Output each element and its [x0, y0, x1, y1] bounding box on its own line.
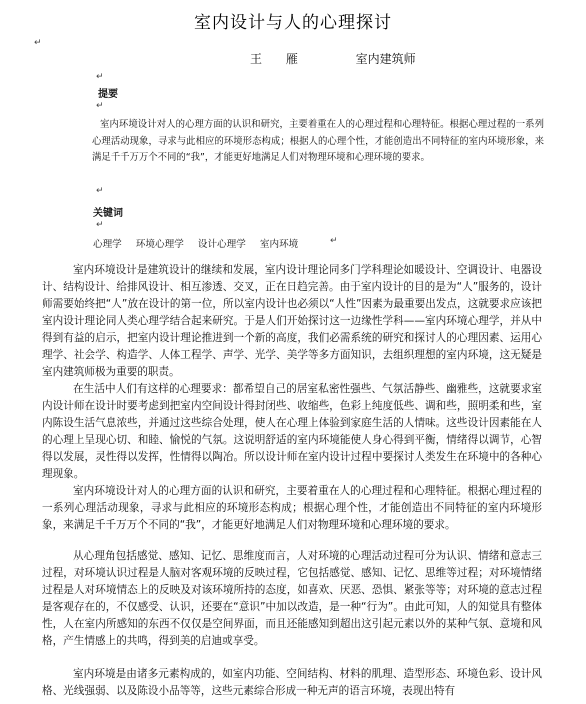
keywords-label: 关键词: [93, 208, 123, 219]
author-role: 室内建筑师: [355, 52, 416, 66]
body-paragraph: 从心理角包括感觉、感知、记忆、思维度而言，人对环境的心理活动过程可分为认识、情绪和意志三过程，对环境认识过程是人脑对客观环境的反映过程，它包括感觉、感知、记忆、思维等过程；对环境情绪过程是人对环境情态上的反映及对该环境所持的态度，如喜欢、厌恶、恐惧、紧张等等；对环境的意志过程是客观存在的，不仅感受、认识，还要在“意识”中加以改造，是一种“行为”。由此可知，人的知觉具有整体性，人在室内所感知的东西不仅仅是空间界面，而且还能感知到超出这引起元素以外的某种气氛、意境和风格，产生情感上的共鸣，得到美的启迪或享受。: [42, 550, 542, 647]
paragraph-mark-icon: ↵: [96, 220, 104, 230]
body-paragraph: 室内环境是由诸多元素构成的，如室内功能、空间结构、材料的肌理、造型形态、环境色彩、设计风格、光线强弱、以及陈设小品等等，这些元素综合形成一种无声的语言环境，表现出特有: [42, 668, 542, 697]
paragraph-mark-icon: ↵: [34, 38, 42, 48]
keyword-item: 心理学: [93, 239, 122, 250]
paragraph-mark-icon: ↵: [96, 101, 104, 111]
author-line: [250, 50, 416, 67]
document-title: 室内设计与人的心理探讨: [194, 13, 392, 33]
keyword-item: 室内环境: [259, 239, 299, 250]
keyword-item: 设计心理学: [197, 239, 246, 250]
paragraph-mark-icon: ↵: [330, 236, 338, 246]
body-paragraph: 在生活中人们有这样的心理要求：都希望自己的居室私密性强些、气氛活静些、幽雅些，这就要求室内设计师在设计时要考虑到把室内空间设计得封闭些、收缩些，色彩上纯度低些、调和些，照明柔和些，室内陈设生活气息浓些，并通过这些综合处理，使人在心理上体验到家庭生活的人情味。这些设计因素能在人的心理上呈现心切、和睦、愉悦的气氛。这说明舒适的室内环境能使人身心得到平衡，情绪得以调节，心智得以发展，灵性得以发挥，性情得以陶冶。所以设计师在室内设计过程中要探讨人类发生在环境中的各种心理现象。: [42, 383, 542, 480]
abstract-label: 提要: [98, 89, 118, 100]
body-paragraph: 室内环境设计是建筑设计的继续和发展，室内设计理论同多门学科理论如暖设计、空调设计、电器设计、结构设计、给排风设计、相互渗透、交叉，正在日趋完善。由于室内设计的目的是为“人”服务的，设计师需要始终把“人”放在设计的第一位，所以室内设计也必须以“人性”因素为最重要出发点，这就要求应该把室内设计理论同人类心理学结合起来研究。于是人们开始探讨这一边缘性学科——室内环境心理学，并从中得到有益的启示，把室内设计理论推进到一个新的高度，我们必需系统的研究和探讨人的心理因素、运用心理学、社会学、构造学、人体工程学、声学、光学、美学等多方面知识，去组织理想的室内环境，这无疑是室内建筑师极为重要的职责。: [42, 264, 542, 378]
author-name: 王 雁: [250, 52, 308, 66]
abstract-text: 室内环境设计对人的心理方面的认识和研究，主要着重在人的心理过程和心理特征。根据心理过程的一系列心理活动现象，寻求与此相应的环境形态构成；根据人的心理个性，才能创造出不同特征的室内环境形象，来满足千千万万个不同的“我”，才能更好地满足人们对物理环境和心理环境的要求。: [92, 119, 544, 163]
body-paragraph: 室内环境设计对人的心理方面的认识和研究，主要着重在人的心理过程和心理特征。根据心理过程的一系列心理活动现象，寻求与此相应的环境形态构成；根据心理个性，才能创造出不同特征的室内环境形象，来满足千千万万个不同的“我”，才能更好地满足人们对物理环境和心理环境的要求。: [42, 485, 542, 531]
paragraph-mark-icon: ↵: [96, 72, 104, 82]
keywords-list: [93, 236, 309, 250]
paragraph-mark-icon: ↵: [96, 186, 104, 196]
keyword-item: 环境心理学: [135, 239, 184, 250]
